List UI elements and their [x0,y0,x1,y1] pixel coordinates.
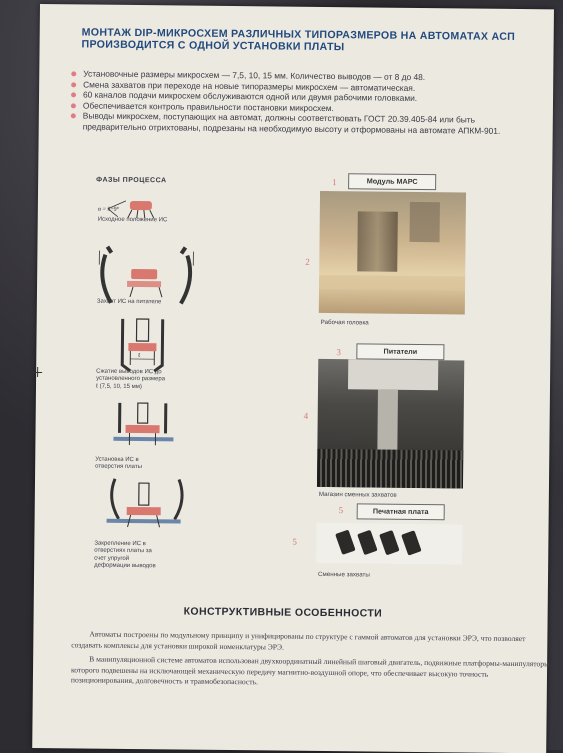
phase-caption: Закрепление ИС в отверстиях платы за счет упругой деформации выводов [94,540,156,570]
svg-text:ℓ: ℓ [138,353,141,360]
photo-number: 5 [292,536,297,547]
paragraph: В манипуляционной системе автоматов использован двухкоординатный линейный шаговый двигатель, подвижные платформы-манипуляторы которого подвешены на исключающей механическую передачу магнитно-воздушной опоре, что обеспечивает высокую точность позиционирования, долговечность и травмобезопасность. [70,654,550,687]
photo-number: 1 [332,177,337,188]
phase-caption: Исходное положение ИС [97,216,168,224]
photo-number: 3 [336,347,341,358]
page-title: МОНТАЖ DIP-МИКРОСХЕМ РАЗЛИЧНЫХ ТИПОРАЗМЕРОВ НА АВТОМАТАХ АСП ПРОИЗВОДИТСЯ С ОДНОЙ УСТАНОВКИ ПЛАТЫ [81,26,516,54]
phase-caption: Сжатие выводов ИС до установленного размера ℓ (7,5, 10, 15 мм) [95,368,166,390]
feature-item: 60 каналов подачи микросхем обслуживаются одной или двумя рабочими головками. [69,89,539,105]
phase-caption: Установка ИС в отверстия платы [95,456,142,471]
body-text [71,629,552,695]
angle-label: α = 5÷9° [97,206,120,213]
phase-5-figure [107,479,183,528]
phases-title: ФАЗЫ ПРОЦЕССА [96,176,167,185]
feature-item: Установочные размеры микросхем — 7,5, 10, 15 мм. Количество выводов — от 8 до 48. [69,68,539,84]
brochure-page [32,4,554,753]
photo-label: Печатная плата [357,503,445,520]
feature-item: Выводы микросхем, поступающих на автомат, должны соответствовать ГОСТ 20.39.405-84 или быть предварительно отрихтованы, подрезаны на необходимую высоту и отформованы на автомате АПКМ-901. [69,111,539,137]
phase-2-figure [99,247,194,304]
feeders-photo [317,359,464,489]
phase-4-figure [113,403,173,446]
photo-number: 2 [305,256,310,267]
photo-label: Модуль МАРС [348,173,436,190]
mars-module-photo [319,191,466,315]
paragraph: Автоматы построены по модульному принципу и унифицированы по структуре с гаммой автоматов для установки ЭРЭ, что позволяет создавать комплексы для установки широкой номенклатуры ЭРЭ. [71,629,526,652]
grippers-photo [316,523,462,565]
feature-item: Обеспечивается контроль правильности постановки микросхем. [69,100,539,116]
photo-caption: Рабочая головка [320,318,369,327]
feature-list [69,68,540,136]
photo-caption: Сменные захваты [318,570,370,579]
photo-number: 5 [338,505,344,516]
photo-caption: Магазин сменных захватов [318,490,397,499]
photo-number: 4 [303,410,309,421]
registration-mark [37,367,38,377]
phase-3-figure [122,319,163,371]
section-title: КОНСТРУКТИВНЫЕ ОСОБЕННОСТИ [183,605,383,620]
phase-caption: Захват ИС на питателе [96,298,162,306]
feature-item: Смена захватов при переходе на новые типоразмеры микросхем — автоматическая. [69,79,539,95]
photo-label: Питатели [356,343,444,360]
